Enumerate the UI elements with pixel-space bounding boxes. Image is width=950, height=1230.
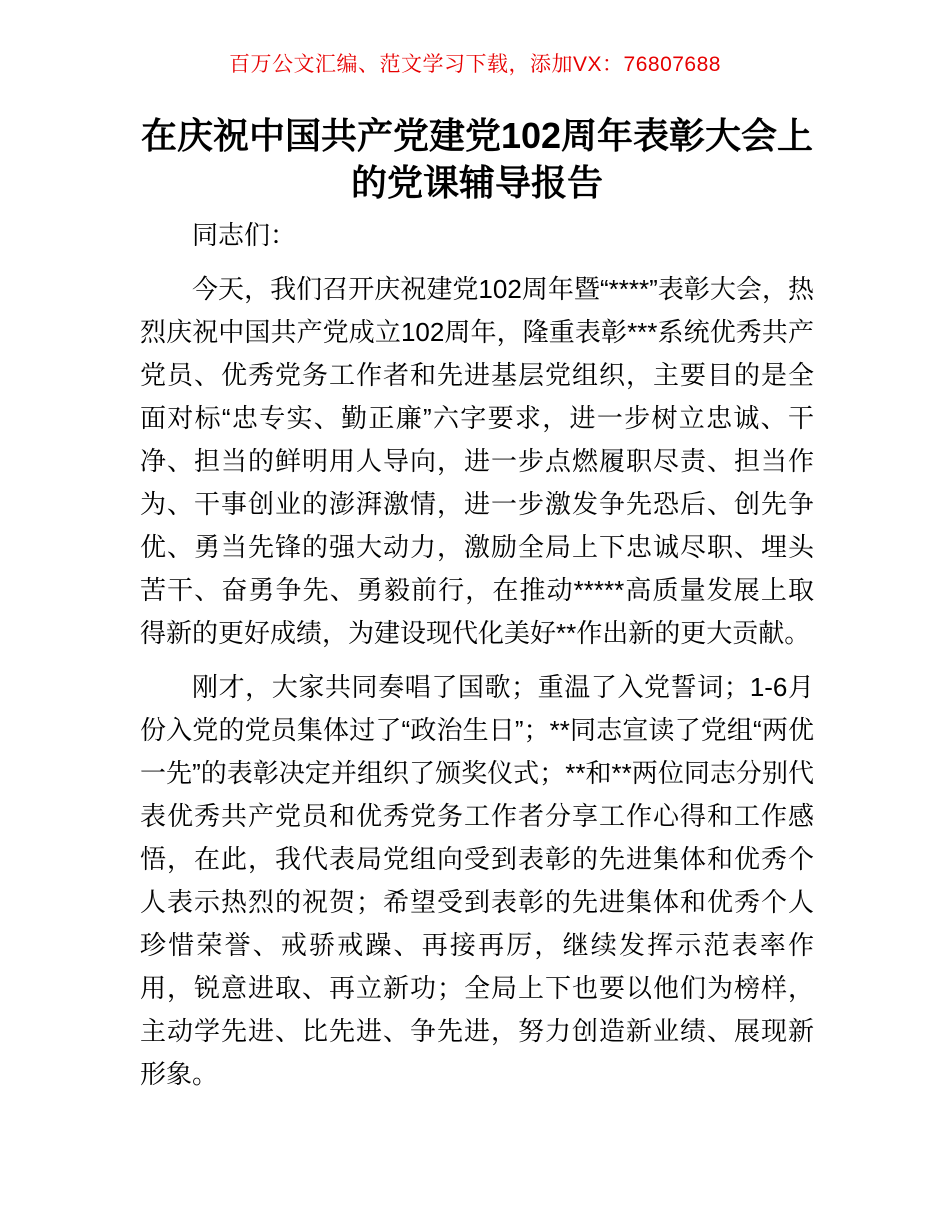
paragraph-1: 今天，我们召开庆祝建党102周年暨“****”表彰大会，热烈庆祝中国共产党成立102周年，隆重表彰***系统优秀共产党员、优秀党务工作者和先进基层党组织，主要目的是全面对标“忠专实、勤正廉”六字要求，进一步树立忠诚、干净、担当的鲜明用人导向，进一步点燃履职尽责、担当作为、干事创业的澎湃激情，进一步激发争先恐后、创先争优、勇当先锋的强大动力，激励全局上下忠诚尽职、埋头苦干、奋勇争先、勇毅前行，在推动*****高质量发展上取得新的更好成绩，为建设现代化美好**作出新的更大贡献。 <box>140 274 814 648</box>
document-title: 在庆祝中国共产党建党102周年表彰大会上的党课辅导报告 <box>140 115 814 203</box>
salutation: 同志们： <box>192 220 297 250</box>
document-content <box>140 112 814 1096</box>
paragraph-2: 刚才，大家共同奏唱了国歌；重温了入党誓词；1-6月份入党的党员集体过了“政治生日”；**同志宣读了党组“两优一先”的表彰决定并组织了颁奖仪式；**和**两位同志分别代表优秀共产党员和优秀党务工作者分享工作心得和工作感悟，在此，我代表局党组向受到表彰的先进集体和优秀个人表示热烈的祝贺；希望受到表彰的先进集体和优秀个人珍惜荣誉、戒骄戒躁、再接再厉，继续发挥示范表率作用，锐意进取、再立新功；全局上下也要以他们为榜样，主动学先进、比先进、争先进，努力创造新业绩、展现新形象。 <box>140 672 814 1089</box>
promo-watermark-text: 百万公文汇编、范文学习下载，添加VX：76807688 <box>229 53 721 76</box>
